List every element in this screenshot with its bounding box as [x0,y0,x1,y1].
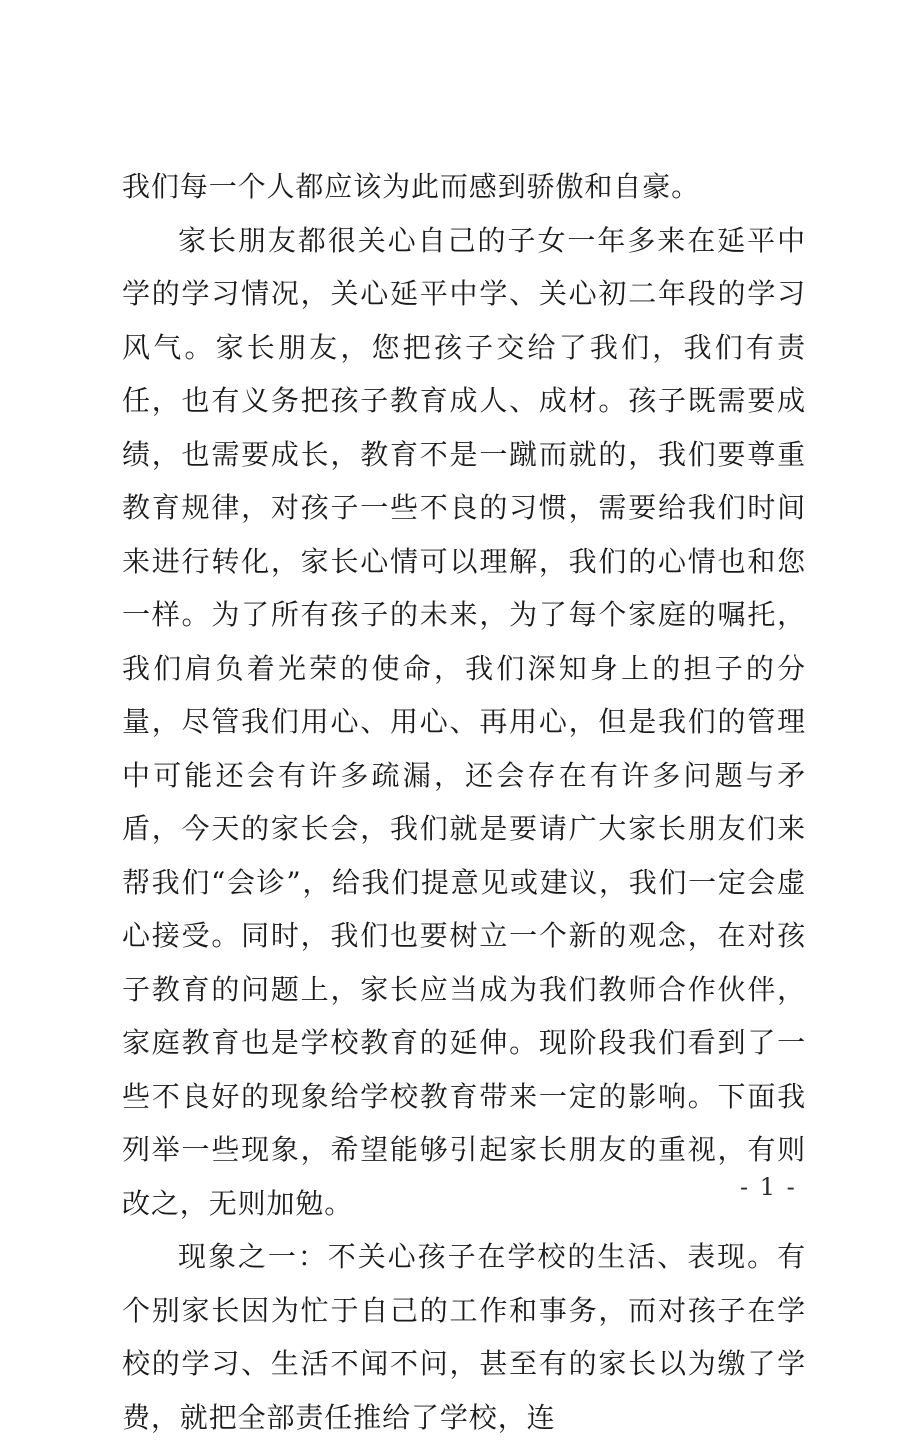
page-number: - 1 - [740,1173,797,1201]
paragraph-1: 我们每一个人都应该为此而感到骄傲和自豪。 [122,170,701,203]
document-body [122,160,806,1444]
paragraph-3: 现象之一：不关心孩子在学校的生活、表现。有个别家长因为忙于自己的工作和事务，而对孩子在学校的学习、生活不闻不问，甚至有的家长以为缴了学费，就把全部责任推给了学校，连 [122,1240,806,1434]
paragraph-2: 家长朋友都很关心自己的子女一年多来在延平中学的学习情况，关心延平中学、关心初二年段的学习风气。家长朋友，您把孩子交给了我们，我们有责任，也有义务把孩子教育成人、成材。孩子既需要成绩，也需要成长，教育不是一蹴而就的，我们要尊重教育规律，对孩子一些不良的习惯，需要给我们时间来进行转化，家长心情可以理解，我们的心情也和您一样。为了所有孩子的未来，为了每个家庭的嘱托，我们肩负着光荣的使命，我们深知身上的担子的分量，尽管我们用心、用心、再用心，但是我们的管理中可能还会有许多疏漏，还会存在有许多问题与矛盾，今天的家长会，我们就是要请广大家长朋友们来帮我们“会诊”，给我们提意见或建议，我们一定会虚心接受。同时，我们也要树立一个新的观念，在对孩子教育的问题上，家长应当成为我们教师合作伙伴，家庭教育也是学校教育的延伸。现阶段我们看到了一些不良好的现象给学校教育带来一定的影响。下面我列举一些现象，希望能够引起家长朋友的重视，有则改之，无则加勉。 [122,223,806,1220]
